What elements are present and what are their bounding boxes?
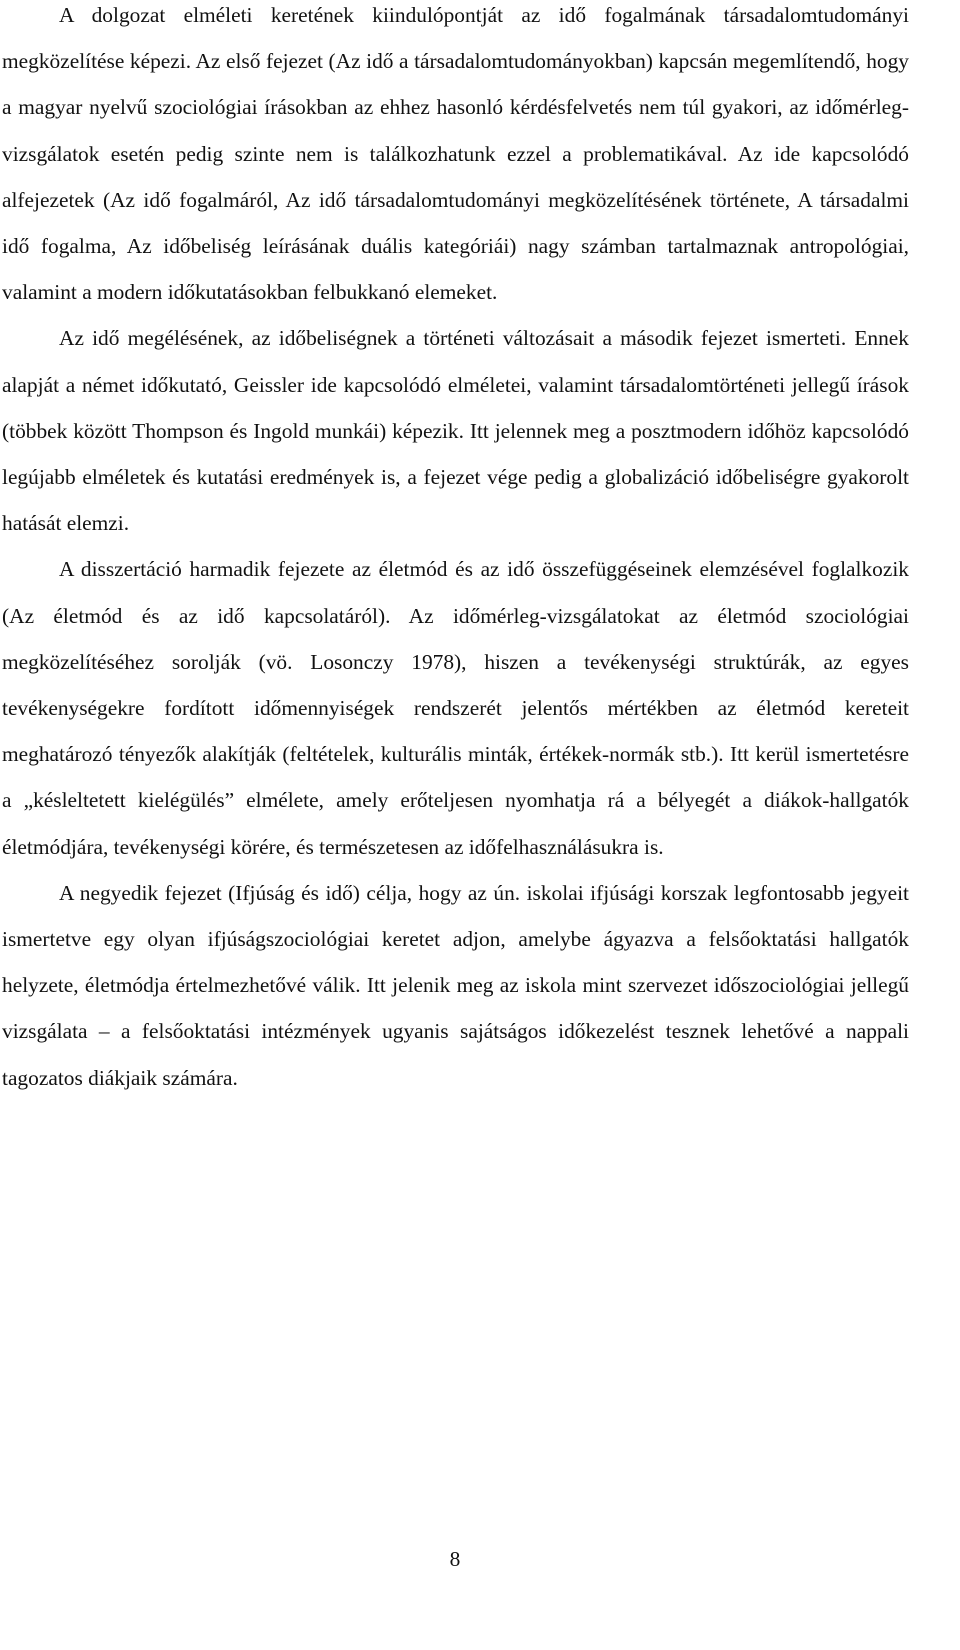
paragraph-2: Az idő megélésének, az időbeliségnek a történeti változásait a második fejezet ismerteti. Ennek alapját a német időkutató, Geissler ide kapcsolódó elméletei, valamint társadalomtörténeti jellegű írások (többek között Thompson és Ingold munkái) képezik. Itt jelennek meg a posztmodern időhöz kapcsolódó legújabb elméletek és kutatási eredmények is, a fejezet vége pedig a globalizáció időbeliségre gyakorolt hatását elemzi. [2, 326, 909, 536]
document-body [2, 0, 909, 1101]
paragraph-1: A dolgozat elméleti keretének kiindulópontját az idő fogalmának társadalomtudományi megközelítése képezi. Az első fejezet (Az idő a társadalomtudományokban) kapcsán megemlítendő, hogy a magyar nyelvű szociológiai írásokban az ehhez hasonló kérdésfelvetés nem túl gyakori, az időmérleg-vizsgálatok esetén pedig szinte nem is találkozhatunk ezzel a problematikával. Az ide kapcsolódó alfejezetek (Az idő fogalmáról, Az idő társadalomtudományi megközelítésének története, A társadalmi idő fogalma, Az időbeliség leírásának duális kategóriái) nagy számban tartalmaznak antropológiai, valamint a modern időkutatásokban felbukkanó elemeket. [2, 3, 909, 305]
paragraph-4: A negyedik fejezet (Ifjúság és idő) célja, hogy az ún. iskolai ifjúsági korszak legfontosabb jegyeit ismertetve egy olyan ifjúságszociológiai keretet adjon, amelybe ágyazva a felsőoktatási hallgatók helyzete, életmódja értelmezhetővé válik. Itt jelenik meg az iskola mint szervezet időszociológiai jellegű vizsgálata – a felsőoktatási intézmények ugyanis sajátságos időkezelést tesznek lehetővé a nappali tagozatos diákjaik számára. [2, 880, 909, 1090]
page-number: 8 [449, 1547, 461, 1571]
paragraph-3: A disszertáció harmadik fejezete az életmód és az idő összefüggéseinek elemzésével foglalkozik (Az életmód és az idő kapcsolatáról). Az időmérleg-vizsgálatokat az életmód szociológiai megközelítéséhez sorolják (vö. Losonczy 1978), hiszen a tevékenységi struktúrák, az egyes tevékenységekre fordított időmennyiségek rendszerét jelentős mértékben az életmód kereteit meghatározó tényezők alakítják (feltételek, kulturális minták, értékek-normák stb.). Itt kerül ismertetésre a „késleltetett kielégülés” elmélete, amely erőteljesen nyomhatja rá a bélyegét a diákok-hallgatók életmódjára, tevékenységi körére, és természetesen az időfelhasználásukra is. [2, 557, 909, 859]
